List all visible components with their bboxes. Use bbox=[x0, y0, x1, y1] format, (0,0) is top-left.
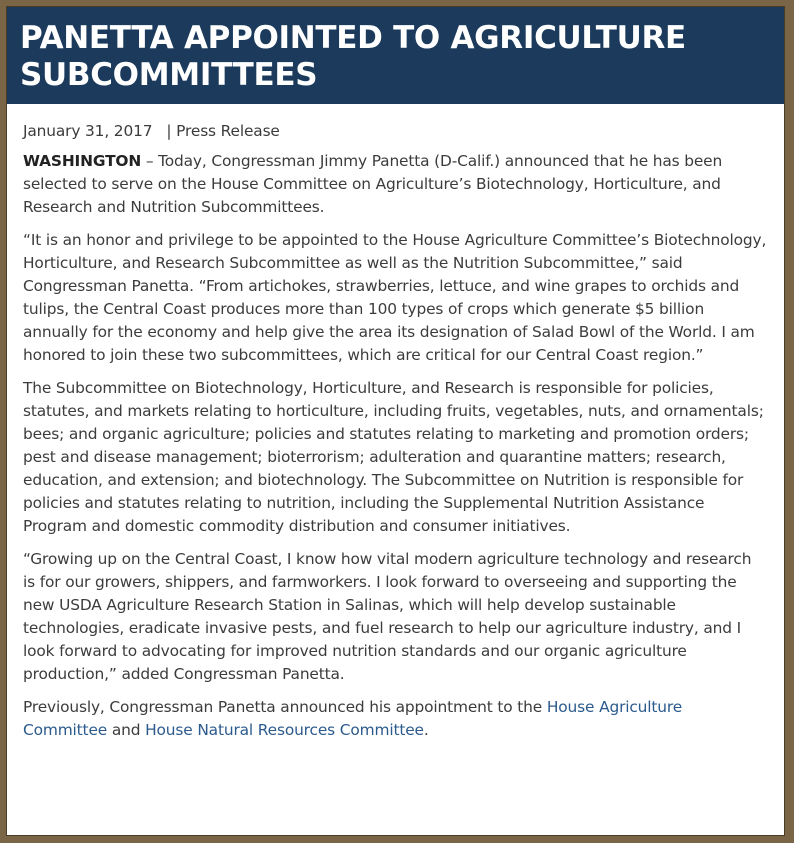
paragraph-5 bbox=[23, 696, 768, 742]
house-agriculture-committee-link[interactable]: House Agriculture Committee bbox=[23, 698, 683, 739]
paragraph-3: The Subcommittee on Biotechnology, Horticulture, and Research is responsible for policies, statutes, and markets relating to horticulture, including fruits, vegetables, nuts, and ornamentals; bees; and organic agriculture; policies and statutes relating to marketing and promotion orders; pest and disease management; bioterrorism; adulteration and quarantine matters; research, education, and extension; and biotechnology. The Subcommittee on Nutrition is responsible for policies and statutes relating to nutrition, including the Supplemental Nutrition Assistance Program and domestic commodity distribution and consumer initiatives. bbox=[23, 379, 764, 535]
paragraph-1 bbox=[23, 150, 768, 219]
article-frame bbox=[6, 6, 785, 836]
publish-date: January 31, 2017 bbox=[23, 122, 153, 140]
meta-separator: | bbox=[166, 122, 172, 140]
title-banner bbox=[7, 7, 784, 104]
paragraph-2: “It is an honor and privilege to be appointed to the House Agriculture Committee’s Biotechnology, Horticulture, and Research Subcommittee as well as the Nutrition Subcommittee,” said Congressman Panetta. “From artichokes, strawberries, lettuce, and wine grapes to orchids and tulips, the Central Coast produces more than 100 types of crops which generate $5 billion annually for the economy and help give the area its designation of Salad Bowl of the World. I am honored to join these two subcommittees, which are critical for our Central Coast region.” bbox=[23, 231, 767, 364]
article-body bbox=[7, 104, 784, 742]
dateline: WASHINGTON bbox=[23, 152, 142, 170]
paragraph-5-text-before: Previously, Congressman Panetta announced his appointment to the bbox=[23, 698, 547, 716]
article-meta bbox=[23, 120, 768, 143]
article-type: Press Release bbox=[176, 122, 280, 140]
paragraph-5-text-mid: and bbox=[107, 721, 146, 739]
paragraph-4: “Growing up on the Central Coast, I know how vital modern agriculture technology and research is for our growers, shippers, and farmworkers. I look forward to overseeing and supporting the new USDA Agriculture Research Station in Salinas, which will help develop sustainable technologies, eradicate invasive pests, and fuel research to help our agriculture industry, and I look forward to advocating for improved nutrition standards and our organic agriculture production,” added Congressman Panetta. bbox=[23, 550, 752, 683]
paragraph-1-text: – Today, Congressman Jimmy Panetta (D-Calif.) announced that he has been selected to serve on the House Committee on Agriculture’s Biotechnology, Horticulture, and Research and Nutrition Subcommittees. bbox=[23, 152, 723, 216]
paragraph-5-text-after: . bbox=[423, 721, 429, 739]
house-natural-resources-committee-link[interactable]: House Natural Resources Committee bbox=[145, 721, 424, 739]
page-title: PANETTA APPOINTED TO AGRICULTURE SUBCOMMITTEES bbox=[20, 20, 686, 93]
